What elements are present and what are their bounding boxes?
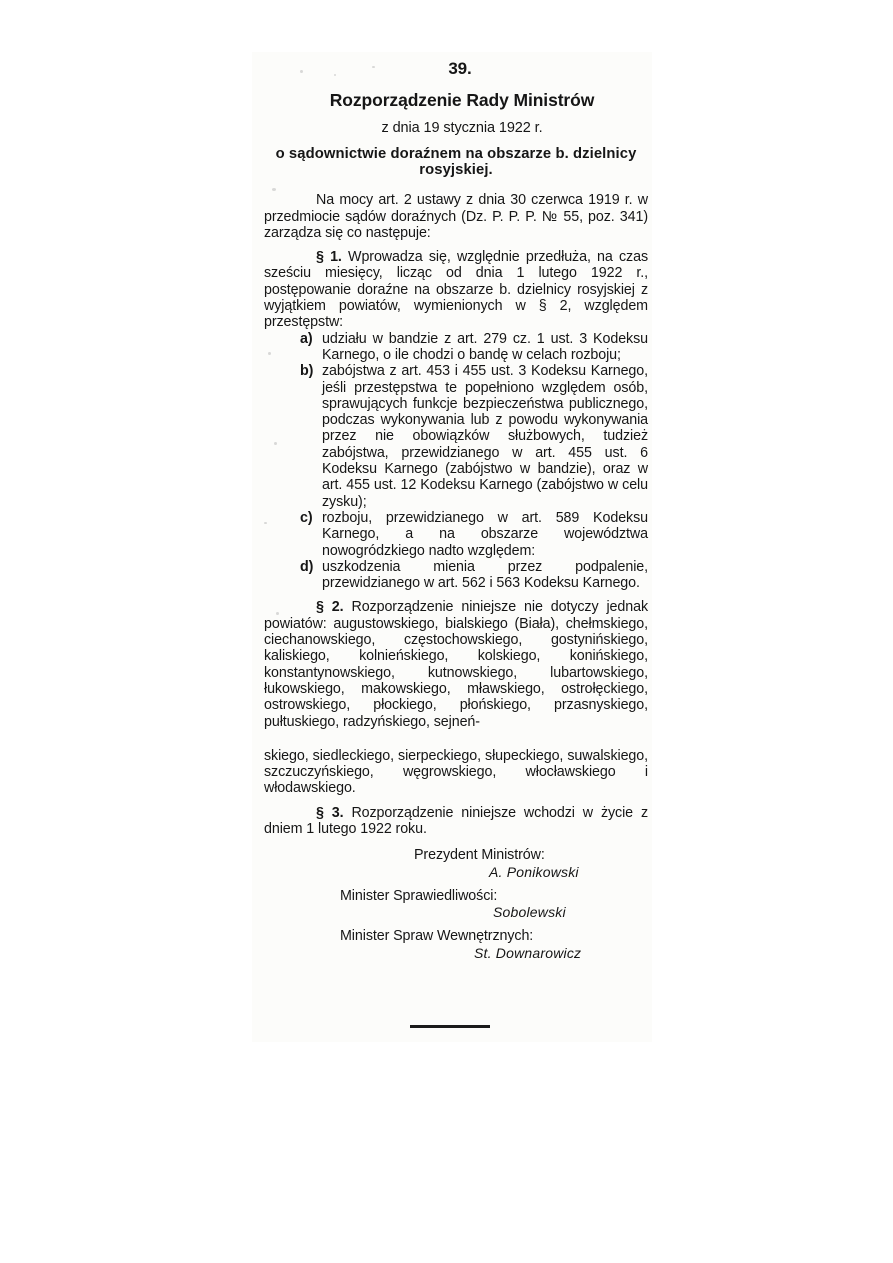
document-date: z dnia 19 stycznia 1922 r. [381, 120, 543, 136]
list-item-marker: c) [300, 509, 313, 526]
list-item [264, 363, 648, 510]
signature-name: Sobolewski [493, 904, 566, 921]
section-1-paragraph [264, 249, 648, 330]
page-number: 39. [448, 59, 472, 78]
list-item-marker: b) [300, 363, 314, 380]
section-3-label: § 3. [316, 804, 344, 821]
signature-name: St. Downarowicz [474, 944, 582, 961]
section-2-label: § 2. [316, 599, 344, 616]
list-item [264, 510, 648, 559]
offence-list [264, 331, 648, 592]
column-gap [264, 730, 648, 748]
section-3-text: Rozporządzenie niniejsze wchodzi w życie z dniem 1 lutego 1922 roku. [264, 804, 649, 837]
section-2-continuation: skiego, siedleckiego, sierpeckiego, słupeckiego, suwalskiego, szczuczyńskiego, węgrowskiego, włocławskiego i włodawskiego. [264, 747, 648, 797]
intro-paragraph: Na mocy art. 2 ustawy z dnia 30 czerwca 1919 r. w przedmiocie sądów doraźnych (Dz. P. P. P. № 55, poz. 341) zarządza się co następuje: [264, 192, 648, 241]
section-2-text: Rozporządzenie niniejsze nie dotyczy jednak powiatów: augustowskiego, bialskiego (Biała), chełmskiego, ciechanowskiego, częstochowskiego, gostynińskiego, kaliskiego, kolnieńskiego, kolskiego, konińskiego, konstantynowskiego, kutnowskiego, lubartowskiego, łukowskiego, makowskiego, mławskiego, ostrołęckiego, ostrowskiego, płockiego, płońskiego, przasnyskiego, pułtuskiego, radzyńskiego, sejneń- [264, 599, 649, 730]
signature-name: A. Ponikowski [489, 863, 579, 880]
signature-role: Minister Sprawiedliwości: [340, 887, 498, 904]
signature-role: Prezydent Ministrów: [414, 847, 545, 864]
document-title: Rozporządzenie Rady Ministrów [329, 90, 595, 110]
closing-rule [410, 1025, 490, 1028]
list-item-text: zabójstwa z art. 453 i 455 ust. 3 Kodeksu Karnego, jeśli przestępstwa te popełniono względem osób, sprawujących funkcje bezpieczeństwa publicznego, podczas wykonywania lub z powodu wykonywania przez nie obowiązków służbowych, tudzież zabójstwa, przewidzianego w art. 455 ust. 6 Kodeksu Karnego (zabójstwo w bandzie), oraz w art. 455 ust. 12 Kodeksu Karnego (zabójstwo w celu zysku); [322, 363, 648, 510]
list-item-marker: d) [300, 558, 314, 575]
list-item [264, 559, 648, 592]
signature-role: Minister Spraw Wewnętrznych: [340, 928, 534, 945]
signature-justice-minister [264, 888, 648, 921]
list-item-text: uszkodzenia mienia przez podpalenie, przewidzianego w art. 562 i 563 Kodeksu Karnego. [322, 558, 648, 592]
document-column [264, 58, 648, 961]
section-1-label: § 1. [316, 249, 342, 266]
section-3-paragraph [264, 805, 648, 838]
list-item [264, 331, 648, 364]
document-subject: o sądownictwie doraźnem na obszarze b. dzielnicy rosyjskiej. [275, 146, 637, 179]
section-1-text: Wprowadza się, względnie przedłuża, na czas sześciu miesięcy, licząc od dnia 1 lutego 1922 r., postępowanie doraźne na obszarze b. dzielnicy rosyjskiej z wyjątkiem powiatów, wymienionych w § 2, względem przestępstw: [264, 249, 648, 331]
list-item-text: rozboju, przewidzianego w art. 589 Kodeksu Karnego, a na obszarze województwa nowogródzkiego nadto względem: [322, 509, 648, 559]
list-item-text: udziału w bandzie z art. 279 cz. 1 ust. 3 Kodeksu Karnego, o ile chodzi o bandę w celach rozboju; [322, 330, 648, 363]
signature-interior-minister [264, 928, 648, 961]
list-item-marker: a) [300, 330, 313, 347]
signature-prime-minister [264, 847, 648, 880]
section-2-paragraph [264, 599, 648, 729]
